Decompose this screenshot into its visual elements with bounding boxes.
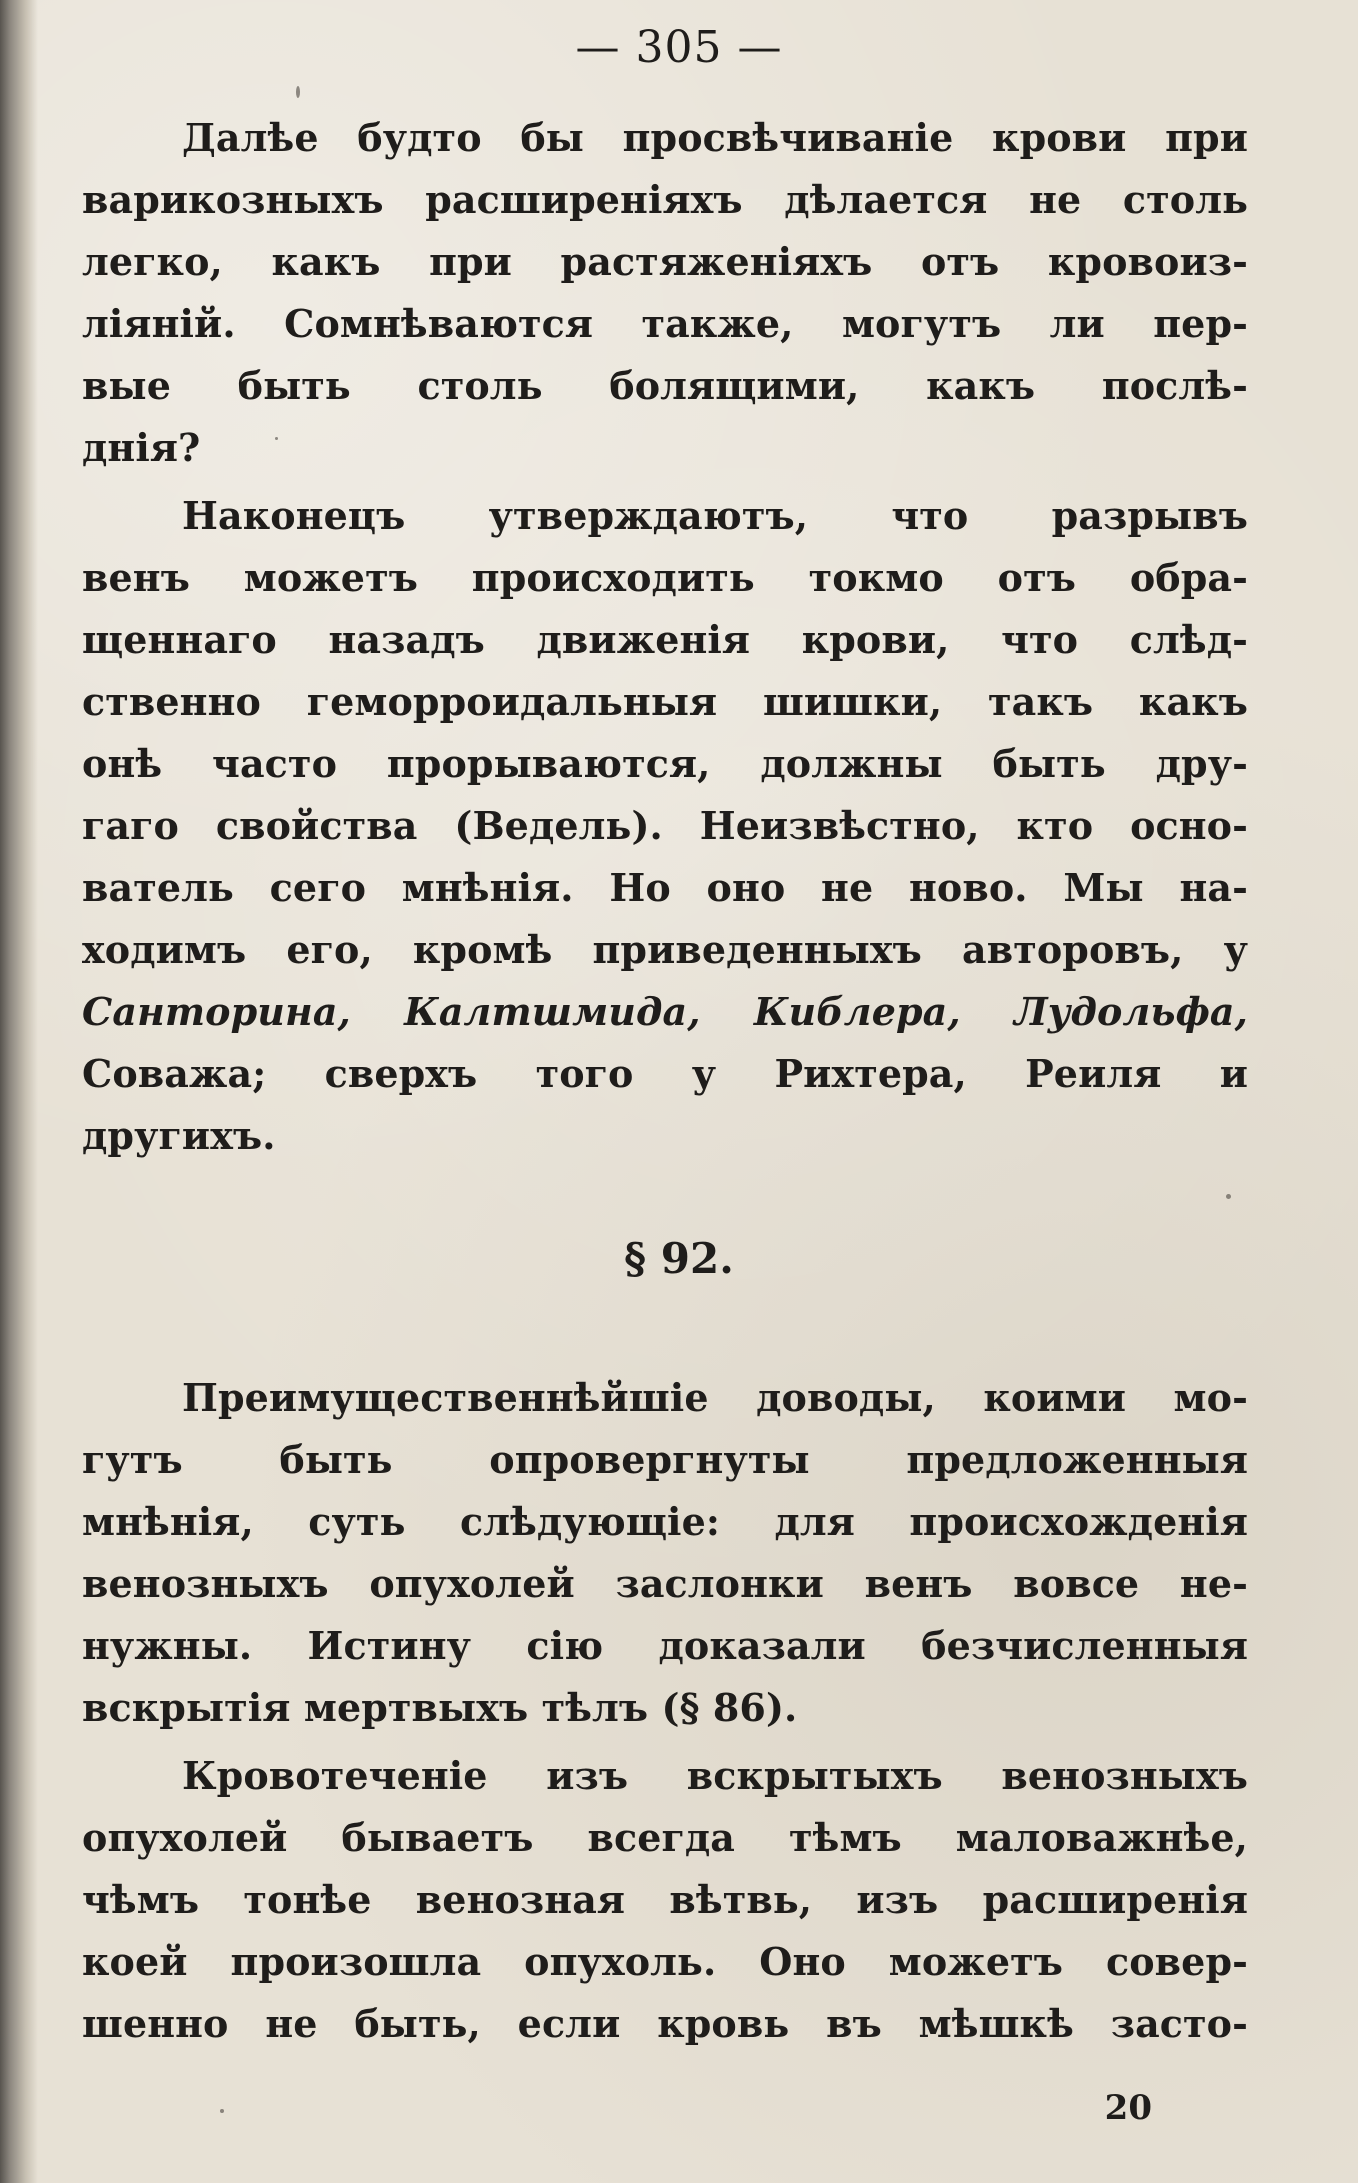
text-line: ходимъ его, кромѣ приведенныхъ авторовъ, у xyxy=(82,927,1248,972)
text-line: опухолей бываетъ всегда тѣмъ маловажнѣе, xyxy=(82,1815,1248,1860)
text-line: днія? xyxy=(82,425,201,470)
text-line: онѣ часто прорываются, должны быть дру- xyxy=(82,741,1248,786)
text-line: нужны. Истину сію доказали безчисленныя xyxy=(82,1623,1248,1668)
ink-speck xyxy=(275,437,278,440)
text-line: Далѣе будто бы просвѣчиваніе крови при xyxy=(182,115,1248,160)
text-line: гутъ быть опровергнуты предложенныя xyxy=(82,1437,1248,1482)
text-line: ліяній. Сомнѣваются также, могутъ ли пер- xyxy=(82,301,1248,346)
text-line: Санторина, Калтшмида, Киблера, Лудольфа, xyxy=(82,989,1248,1034)
text-line: щеннаго назадъ движенія крови, что слѣд- xyxy=(82,617,1248,662)
text-line: Соважа; сверхъ того у Рихтера, Реиля и xyxy=(82,1051,1248,1096)
text-line: шенно не быть, если кровь въ мѣшкѣ засто- xyxy=(82,2001,1248,2046)
text-line: варикозныхъ расширеніяхъ дѣлается не столь xyxy=(82,177,1248,222)
text-line: вые быть столь болящими, какъ послѣ- xyxy=(82,363,1248,408)
page-gutter-shadow xyxy=(0,0,38,2183)
ink-speck xyxy=(1226,1194,1231,1199)
page-header: — 305 — xyxy=(575,22,783,73)
text-line: ственно геморроидальныя шишки, такъ какъ xyxy=(82,679,1248,724)
ink-speck xyxy=(220,2109,224,2113)
text-line: чѣмъ тонѣе венозная вѣтвь, изъ расширенія xyxy=(82,1877,1248,1922)
text-line: Преимущественнѣйшіе доводы, коими мо- xyxy=(182,1375,1248,1420)
text-line: вскрытія мертвыхъ тѣлъ (§ 86). xyxy=(82,1685,798,1730)
section-heading: § 92. xyxy=(624,1234,734,1283)
text-line: гаго свойства (Ведель). Неизвѣстно, кто осно- xyxy=(82,803,1248,848)
text-line: Наконецъ утверждаютъ, что разрывъ xyxy=(182,493,1248,538)
ink-speck xyxy=(296,86,300,98)
text-line: мнѣнія, суть слѣдующіе: для происхожденія xyxy=(82,1499,1248,1544)
text-line: ватель сего мнѣнія. Но оно не ново. Мы на- xyxy=(82,865,1248,910)
text-line: легко, какъ при растяженіяхъ отъ кровоиз- xyxy=(82,239,1248,284)
text-line: коей произошла опухоль. Оно можетъ совер- xyxy=(82,1939,1248,1984)
text-line: Кровотеченіе изъ вскрытыхъ венозныхъ xyxy=(182,1753,1248,1798)
text-line: венъ можетъ происходить токмо отъ обра- xyxy=(82,555,1248,600)
text-line: другихъ. xyxy=(82,1113,276,1158)
text-line: венозныхъ опухолей заслонки венъ вовсе не- xyxy=(82,1561,1248,1606)
footer-page-number: 20 xyxy=(1104,2088,1152,2128)
